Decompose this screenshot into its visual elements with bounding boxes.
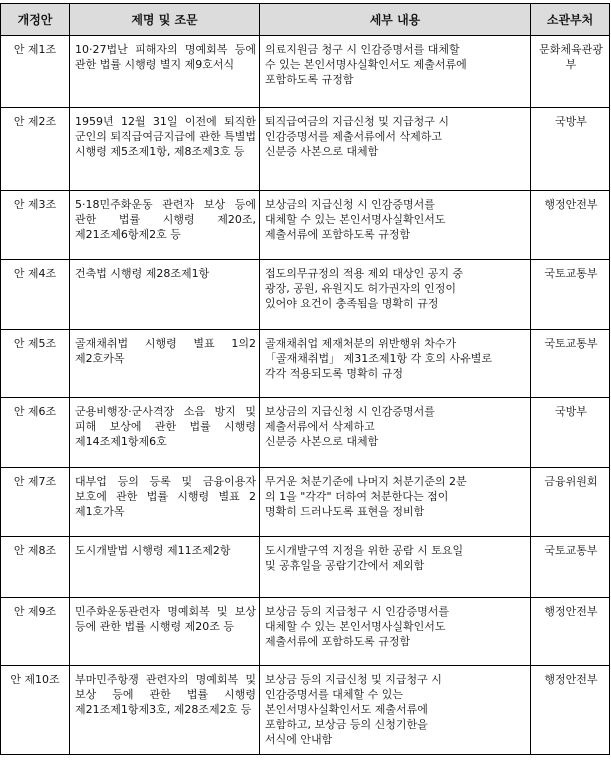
table-row: [1, 398, 610, 468]
detail-content: [260, 398, 530, 449]
law-title: 민주화운동관련자 명예회복 및 보상 등에 관한 법률 시행령 제20조 등: [75, 605, 256, 633]
table-row: [1, 468, 610, 537]
detail-line: 보상금의 지급신청 시 인감증명서를: [265, 405, 435, 418]
detail-content: [260, 537, 530, 573]
detail-line: 골재채취업 제재처분의 위반행위 차수가: [265, 337, 457, 350]
ministry-name: 금융위원회: [544, 475, 598, 488]
detail-content: [260, 598, 530, 649]
detail-content: [260, 191, 530, 242]
detail-line: 퇴직급여금의 지급신청 및 지급청구 시: [265, 115, 450, 128]
ministry-name: 국방부: [555, 405, 587, 418]
detail-content: [260, 468, 530, 519]
detail-line: 대체할 수 있는 본인서명사실확인서도: [265, 620, 446, 633]
table-row: [1, 108, 610, 191]
detail-line: 수 있는 본인서명사실확인서도 제출서류에: [265, 58, 467, 71]
detail-content: [260, 108, 530, 159]
law-title: 건축법 시행령 제28조제1항: [75, 267, 210, 280]
law-title: 10·27법난 피해자의 명예회복 등에 관한 법률 시행령 별지 제9호서식: [75, 43, 256, 71]
detail-line: 제출서류에 포함하도록 규정함: [265, 635, 411, 648]
amendment-number: 안 제4조: [13, 267, 57, 280]
amendment-number: 안 제6조: [13, 405, 57, 418]
header-detail: 세부 내용: [260, 4, 531, 36]
detail-content: [260, 666, 530, 747]
ministry-name: 문화체육관광부: [539, 43, 603, 71]
amendment-number: 안 제3조: [13, 198, 57, 211]
amendment-number: 안 제5조: [13, 337, 57, 350]
table-header-row: [1, 4, 610, 36]
ministry-name: 국토교통부: [544, 544, 598, 557]
detail-line: 의 1을 "각각" 더하여 처분한다는 점이: [265, 490, 449, 503]
ministry-name: 행정안전부: [544, 605, 598, 618]
detail-line: 서식에 안내함: [265, 733, 333, 746]
header-title-article: 제명 및 조문: [70, 4, 260, 36]
detail-line: 인감증명서를 제출서류에서 삭제하고: [265, 130, 443, 143]
ministry-name: 국방부: [555, 115, 587, 128]
detail-line: 보상금 등의 지급신청 및 지급청구 시: [265, 673, 442, 686]
table-row: [1, 260, 610, 330]
detail-line: 도시개발구역 지정을 위한 공람 시 토요일: [265, 544, 464, 557]
detail-line: 포함하도록 규정함: [265, 73, 354, 86]
detail-content: [260, 36, 530, 87]
detail-line: 의료지원금 청구 시 인감증명서를 대체할: [265, 43, 460, 56]
law-title: 5·18민주화운동 관련자 보상 등에 관한 법률 시행령 제20조, 제21조제6항제2호 등: [75, 198, 256, 241]
detail-line: 「골재채취법」 제31조제1항 각 호의 사유별로: [265, 352, 492, 365]
amendment-number: 안 제1조: [13, 43, 57, 56]
detail-content: [260, 260, 530, 311]
detail-line: 포함하고, 보상금 등의 신청기한을: [265, 718, 428, 731]
table-row: [1, 598, 610, 666]
ministry-name: 국토교통부: [544, 337, 598, 350]
detail-line: 신분증 사본으로 대체함: [265, 145, 379, 158]
detail-line: 광장, 공원, 유원지도 허가권자의 인정이: [265, 282, 456, 295]
amendment-number: 안 제7조: [13, 475, 57, 488]
detail-line: 및 공휴일을 공람기간에서 제외함: [265, 559, 425, 572]
detail-line: 있어야 요건이 충족됨을 명확히 규정: [265, 297, 439, 310]
detail-line: 제출서류에 포함하도록 규정함: [265, 228, 411, 241]
amendment-number: 안 제10조: [10, 673, 60, 686]
law-title: 1959년 12월 31일 이전에 퇴직한 군인의 퇴직급여금지급에 관한 특별법 시행령 제5조제1항, 제8조제3호 등: [75, 115, 256, 158]
detail-content: [260, 330, 530, 381]
detail-line: 제출서류에서 삭제하고: [265, 420, 375, 433]
law-title: 도시개발법 시행령 제11조제2항: [75, 544, 231, 557]
detail-line: 접도의무규정의 적용 제외 대상인 공지 중: [265, 267, 464, 280]
table-row: [1, 537, 610, 598]
detail-line: 각각 적용되도록 명확히 규정: [265, 367, 404, 380]
law-title: 대부업 등의 등록 및 금융이용자 보호에 관한 법률 시행령 별표 2 제1호가목: [75, 475, 256, 518]
law-title: 부마민주항쟁 관련자의 명예회복 및 보상 등에 관한 법률 시행령 제21조제1항제3호, 제28조제2호 등: [75, 673, 256, 716]
detail-line: 명확히 드러나도록 표현을 정비함: [265, 505, 425, 518]
amendment-number: 안 제9조: [13, 605, 57, 618]
detail-line: 보상금 등의 지급청구 시 인감증명서를: [265, 605, 450, 618]
detail-line: 본인서명사실확인서도 제출서류에: [265, 703, 428, 716]
table-row: [1, 36, 610, 108]
detail-line: 보상금의 지급신청 시 인감증명서를: [265, 198, 435, 211]
table-row: [1, 666, 610, 755]
law-title: 골재채취법 시행령 별표 1의2 제2호카목: [75, 337, 256, 365]
law-title: 군용비행장·군사격장 소음 방지 및 피해 보상에 관한 법률 시행령 제14조제1항제6호: [75, 405, 256, 448]
amendment-number: 안 제2조: [13, 115, 57, 128]
header-amendment: 개정안: [1, 4, 70, 36]
ministry-name: 국토교통부: [544, 267, 598, 280]
ministry-name: 행정안전부: [544, 673, 598, 686]
header-ministry: 소관부처: [531, 4, 610, 36]
amendment-table: [0, 3, 610, 755]
detail-line: 신분증 사본으로 대체함: [265, 435, 379, 448]
table-row: [1, 330, 610, 398]
detail-line: 대체할 수 있는 본인서명사실확인서도: [265, 213, 446, 226]
detail-line: 무거운 처분기준에 나머지 처분기준의 2분: [265, 475, 467, 488]
amendment-number: 안 제8조: [13, 544, 57, 557]
table-row: [1, 191, 610, 260]
ministry-name: 행정안전부: [544, 198, 598, 211]
detail-line: 인감증명서를 대체할 수 있는: [265, 688, 404, 701]
